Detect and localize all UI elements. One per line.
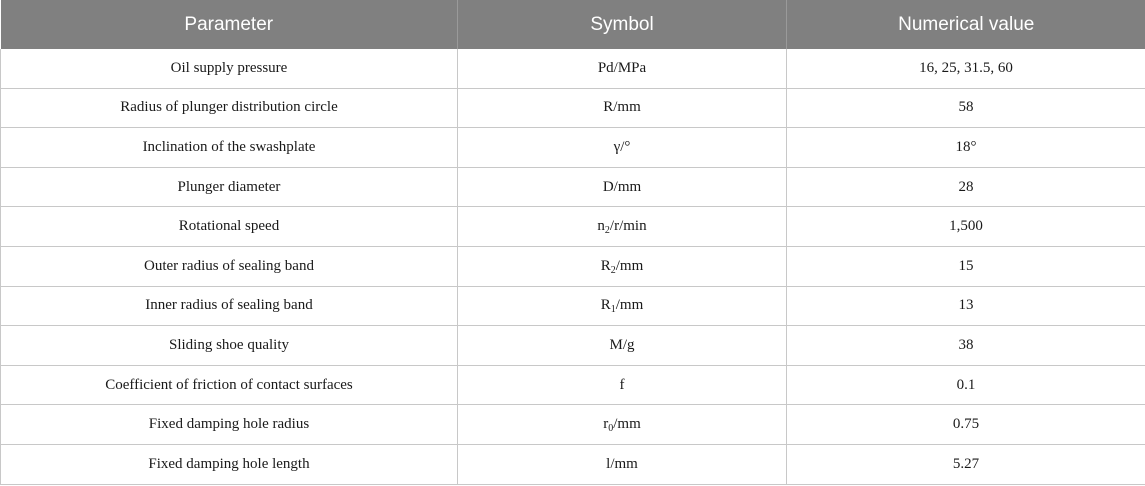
symbol-subscript: 2	[610, 264, 616, 276]
symbol-unit: /mm	[615, 297, 644, 314]
symbol-cell: f	[458, 365, 787, 405]
value-cell: 18°	[787, 128, 1145, 168]
table-row	[1, 326, 1145, 366]
symbol-cell	[458, 405, 787, 445]
symbol-unit: /r/min	[609, 218, 647, 235]
table-row	[1, 246, 1145, 286]
symbol-cell: l/mm	[458, 444, 787, 484]
value-cell: 28	[787, 167, 1145, 207]
table-body	[1, 49, 1145, 484]
table-row	[1, 444, 1145, 484]
table-row	[1, 88, 1145, 128]
table-row	[1, 207, 1145, 247]
parameter-cell: Inner radius of sealing band	[1, 286, 458, 326]
table-row	[1, 128, 1145, 168]
header-row	[1, 0, 1145, 49]
value-cell: 0.1	[787, 365, 1145, 405]
table-row	[1, 405, 1145, 445]
value-cell: 15	[787, 246, 1145, 286]
parameter-cell: Radius of plunger distribution circle	[1, 88, 458, 128]
table-row	[1, 365, 1145, 405]
symbol-cell: R/mm	[458, 88, 787, 128]
value-cell: 58	[787, 88, 1145, 128]
symbol-cell	[458, 207, 787, 247]
symbol-main: R	[600, 257, 611, 274]
table-row	[1, 49, 1145, 88]
symbol-unit: /mm	[615, 257, 644, 274]
parameter-cell: Fixed damping hole radius	[1, 405, 458, 445]
table-row	[1, 167, 1145, 207]
parameter-cell: Inclination of the swashplate	[1, 128, 458, 168]
symbol-cell: M/g	[458, 326, 787, 366]
header-symbol: Symbol	[458, 0, 787, 49]
symbol-subscript: 0	[608, 423, 614, 435]
header-numerical-value: Numerical value	[787, 0, 1145, 49]
value-cell: 5.27	[787, 444, 1145, 484]
symbol-main: r	[603, 416, 609, 433]
value-cell: 16, 25, 31.5, 60	[787, 49, 1145, 88]
symbol-cell	[458, 286, 787, 326]
symbol-cell: D/mm	[458, 167, 787, 207]
symbol-subscript: 2	[604, 225, 610, 237]
parameter-cell: Oil supply pressure	[1, 49, 458, 88]
parameter-cell: Outer radius of sealing band	[1, 246, 458, 286]
value-cell: 13	[787, 286, 1145, 326]
table-header	[1, 0, 1145, 49]
symbol-subscript: 1	[610, 304, 616, 316]
symbol-cell: Pd/MPa	[458, 49, 787, 88]
parameter-cell: Coefficient of friction of contact surfaces	[1, 365, 458, 405]
parameter-cell: Fixed damping hole length	[1, 444, 458, 484]
parameter-cell: Plunger diameter	[1, 167, 458, 207]
parameter-cell: Sliding shoe quality	[1, 326, 458, 366]
parameter-cell: Rotational speed	[1, 207, 458, 247]
symbol-main: n	[597, 218, 605, 235]
symbol-main: R	[600, 297, 611, 314]
value-cell: 0.75	[787, 405, 1145, 445]
header-parameter: Parameter	[1, 0, 458, 49]
symbol-unit: /mm	[613, 416, 641, 433]
table-row	[1, 286, 1145, 326]
symbol-cell: γ/°	[458, 128, 787, 168]
symbol-cell	[458, 246, 787, 286]
value-cell: 1,500	[787, 207, 1145, 247]
value-cell: 38	[787, 326, 1145, 366]
